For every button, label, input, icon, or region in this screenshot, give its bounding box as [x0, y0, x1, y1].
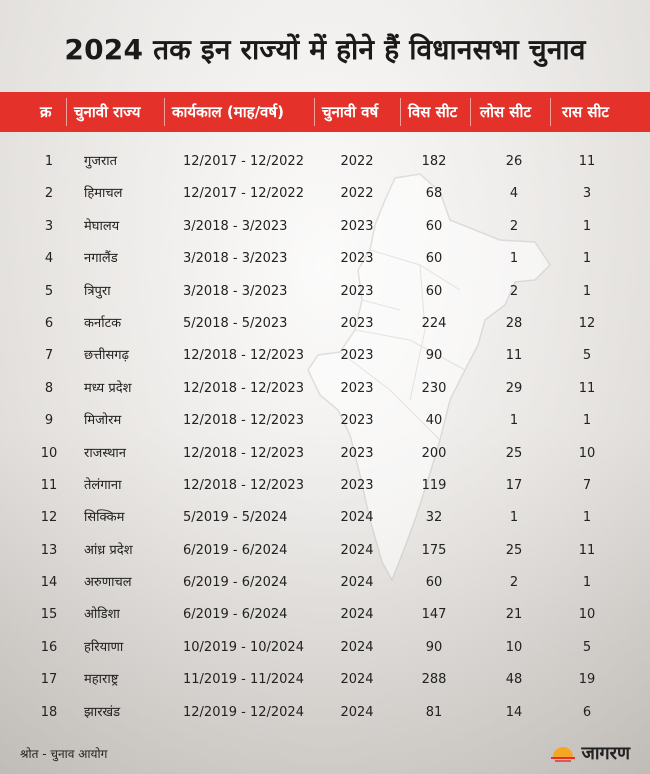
cell-tenure: 12/2018 - 12/2023	[183, 380, 304, 396]
cell-loksabha-seats: 14	[505, 704, 523, 720]
cell-tenure: 11/2019 - 11/2024	[183, 672, 304, 688]
cell-assembly-seats: 68	[425, 186, 443, 202]
cell-tenure: 5/2019 - 5/2024	[183, 510, 288, 526]
cell-state: हिमाचल	[84, 186, 123, 202]
table-row	[0, 502, 650, 534]
cell-rajyasabha-seats: 19	[578, 672, 596, 688]
cell-rajyasabha-seats: 5	[582, 639, 592, 655]
cell-assembly-seats: 182	[421, 154, 447, 169]
header-election-year: चुनावी वर्ष	[322, 103, 379, 121]
cell-tenure: 6/2019 - 6/2024	[183, 542, 288, 558]
cell-assembly-seats: 90	[425, 348, 443, 364]
cell-loksabha-seats: 26	[505, 154, 523, 169]
cell-tenure: 12/2018 - 12/2023	[183, 445, 304, 461]
cell-serial: 11	[40, 477, 58, 493]
cell-loksabha-seats: 2	[509, 218, 519, 234]
cell-election-year: 2023	[340, 283, 374, 299]
cell-serial: 9	[44, 413, 54, 429]
cell-state: महाराष्ट्र	[84, 672, 119, 688]
cell-election-year: 2024	[340, 542, 374, 558]
table-header	[0, 92, 650, 132]
cell-tenure: 5/2018 - 5/2023	[183, 315, 288, 331]
cell-state: सिक्किम	[84, 510, 125, 526]
cell-tenure: 6/2019 - 6/2024	[183, 575, 288, 591]
cell-rajyasabha-seats: 7	[582, 477, 592, 493]
cell-state: मध्य प्रदेश	[84, 380, 132, 396]
cell-rajyasabha-seats: 10	[578, 445, 596, 461]
cell-rajyasabha-seats: 11	[578, 380, 596, 396]
cell-assembly-seats: 147	[421, 607, 447, 623]
cell-assembly-seats: 288	[421, 672, 447, 688]
cell-serial: 7	[44, 348, 54, 364]
cell-election-year: 2024	[340, 639, 374, 655]
cell-serial: 2	[44, 186, 54, 202]
table-row	[0, 178, 650, 210]
cell-serial: 14	[40, 575, 58, 591]
cell-rajyasabha-seats: 3	[582, 186, 592, 202]
cell-rajyasabha-seats: 12	[578, 315, 596, 331]
cell-serial: 1	[44, 154, 54, 169]
table-row	[0, 470, 650, 502]
sun-logo-icon	[551, 741, 575, 765]
header-loksabha-seats: लोस सीट	[480, 103, 532, 121]
cell-election-year: 2024	[340, 510, 374, 526]
cell-loksabha-seats: 1	[509, 510, 519, 526]
cell-election-year: 2023	[340, 348, 374, 364]
cell-tenure: 12/2019 - 12/2024	[183, 704, 304, 720]
cell-election-year: 2024	[340, 704, 374, 720]
cell-serial: 5	[44, 283, 54, 299]
cell-tenure: 12/2018 - 12/2023	[183, 477, 304, 493]
table-body	[0, 146, 650, 729]
cell-serial: 8	[44, 380, 54, 396]
cell-election-year: 2024	[340, 607, 374, 623]
cell-election-year: 2023	[340, 218, 374, 234]
cell-loksabha-seats: 21	[505, 607, 523, 623]
cell-election-year: 2023	[340, 477, 374, 493]
cell-loksabha-seats: 11	[505, 348, 523, 364]
cell-state: त्रिपुरा	[84, 283, 111, 299]
cell-state: हरियाणा	[84, 639, 124, 655]
cell-serial: 12	[40, 510, 58, 526]
cell-election-year: 2023	[340, 251, 374, 267]
cell-rajyasabha-seats: 1	[582, 413, 592, 429]
cell-serial: 17	[40, 672, 58, 688]
cell-tenure: 6/2019 - 6/2024	[183, 607, 288, 623]
cell-state: ओडिशा	[84, 607, 120, 623]
cell-state: गुजरात	[84, 154, 118, 169]
cell-election-year: 2023	[340, 380, 374, 396]
cell-state: मिजोरम	[84, 413, 122, 429]
cell-assembly-seats: 119	[421, 477, 447, 493]
header-state: चुनावी राज्य	[74, 103, 141, 121]
cell-loksabha-seats: 2	[509, 575, 519, 591]
cell-tenure: 12/2018 - 12/2023	[183, 413, 304, 429]
cell-loksabha-seats: 1	[509, 413, 519, 429]
cell-loksabha-seats: 28	[505, 315, 523, 331]
cell-state: तेलंगाना	[84, 477, 122, 493]
cell-election-year: 2022	[340, 154, 374, 169]
cell-tenure: 3/2018 - 3/2023	[183, 218, 288, 234]
cell-loksabha-seats: 25	[505, 542, 523, 558]
cell-election-year: 2022	[340, 186, 374, 202]
table-row	[0, 697, 650, 729]
cell-assembly-seats: 60	[425, 575, 443, 591]
page-title: 2024 तक इन राज्यों में होने हैं विधानसभा चुनाव	[64, 33, 586, 66]
cell-rajyasabha-seats: 1	[582, 218, 592, 234]
table-row	[0, 243, 650, 275]
cell-assembly-seats: 81	[425, 704, 443, 720]
jagran-logo	[551, 740, 630, 766]
cell-rajyasabha-seats: 10	[578, 607, 596, 623]
cell-serial: 10	[40, 445, 58, 461]
cell-serial: 6	[44, 315, 54, 331]
cell-loksabha-seats: 1	[509, 251, 519, 267]
table-row	[0, 211, 650, 243]
cell-tenure: 12/2018 - 12/2023	[183, 348, 304, 364]
header-rajyasabha-seats: रास सीट	[562, 103, 609, 121]
cell-tenure: 10/2019 - 10/2024	[183, 639, 304, 655]
table-row	[0, 567, 650, 599]
header-serial: क्र	[40, 103, 52, 121]
cell-assembly-seats: 60	[425, 283, 443, 299]
cell-tenure: 3/2018 - 3/2023	[183, 283, 288, 299]
cell-serial: 15	[40, 607, 58, 623]
table-row	[0, 535, 650, 567]
cell-state: राजस्थान	[84, 445, 127, 461]
cell-state: अरुणाचल	[84, 575, 132, 591]
table-row	[0, 146, 650, 178]
table-row	[0, 308, 650, 340]
cell-tenure: 12/2017 - 12/2022	[183, 186, 304, 202]
table-row	[0, 340, 650, 372]
cell-loksabha-seats: 10	[505, 639, 523, 655]
table-row	[0, 664, 650, 696]
cell-rajyasabha-seats: 1	[582, 283, 592, 299]
cell-serial: 13	[40, 542, 58, 558]
cell-state: झारखंड	[84, 704, 121, 720]
cell-state: मेघालय	[84, 218, 120, 234]
cell-assembly-seats: 175	[421, 542, 447, 558]
table-row	[0, 599, 650, 631]
cell-rajyasabha-seats: 11	[578, 542, 596, 558]
logo-text: जागरण	[581, 743, 630, 764]
table-row	[0, 438, 650, 470]
cell-assembly-seats: 90	[425, 639, 443, 655]
cell-state: छत्तीसगढ़	[84, 348, 129, 364]
table-row	[0, 405, 650, 437]
table-row	[0, 276, 650, 308]
cell-assembly-seats: 32	[425, 510, 443, 526]
header-assembly-seats: विस सीट	[408, 103, 458, 121]
cell-loksabha-seats: 29	[505, 380, 523, 396]
cell-serial: 18	[40, 704, 58, 720]
cell-assembly-seats: 224	[421, 315, 447, 331]
cell-serial: 4	[44, 251, 54, 267]
cell-assembly-seats: 60	[425, 218, 443, 234]
table-row	[0, 373, 650, 405]
cell-loksabha-seats: 2	[509, 283, 519, 299]
cell-rajyasabha-seats: 11	[578, 154, 596, 169]
cell-election-year: 2024	[340, 672, 374, 688]
cell-election-year: 2024	[340, 575, 374, 591]
cell-tenure: 3/2018 - 3/2023	[183, 251, 288, 267]
cell-loksabha-seats: 4	[509, 186, 519, 202]
cell-election-year: 2023	[340, 315, 374, 331]
cell-assembly-seats: 40	[425, 413, 443, 429]
cell-assembly-seats: 230	[421, 380, 447, 396]
cell-assembly-seats: 200	[421, 445, 447, 461]
cell-loksabha-seats: 25	[505, 445, 523, 461]
cell-loksabha-seats: 17	[505, 477, 523, 493]
cell-state: आंध्र प्रदेश	[84, 542, 133, 558]
table-row	[0, 632, 650, 664]
cell-state: कर्नाटक	[84, 315, 122, 331]
cell-rajyasabha-seats: 1	[582, 510, 592, 526]
cell-election-year: 2023	[340, 413, 374, 429]
source-note: श्रोत - चुनाव आयोग	[20, 747, 108, 761]
cell-serial: 16	[40, 639, 58, 655]
cell-election-year: 2023	[340, 445, 374, 461]
cell-rajyasabha-seats: 1	[582, 575, 592, 591]
header-tenure: कार्यकाल (माह/वर्ष)	[172, 103, 284, 121]
cell-assembly-seats: 60	[425, 251, 443, 267]
cell-serial: 3	[44, 218, 54, 234]
cell-rajyasabha-seats: 1	[582, 251, 592, 267]
cell-rajyasabha-seats: 6	[582, 704, 592, 720]
cell-loksabha-seats: 48	[505, 672, 523, 688]
cell-rajyasabha-seats: 5	[582, 348, 592, 364]
cell-state: नगालैंड	[84, 251, 118, 267]
cell-tenure: 12/2017 - 12/2022	[183, 154, 304, 169]
